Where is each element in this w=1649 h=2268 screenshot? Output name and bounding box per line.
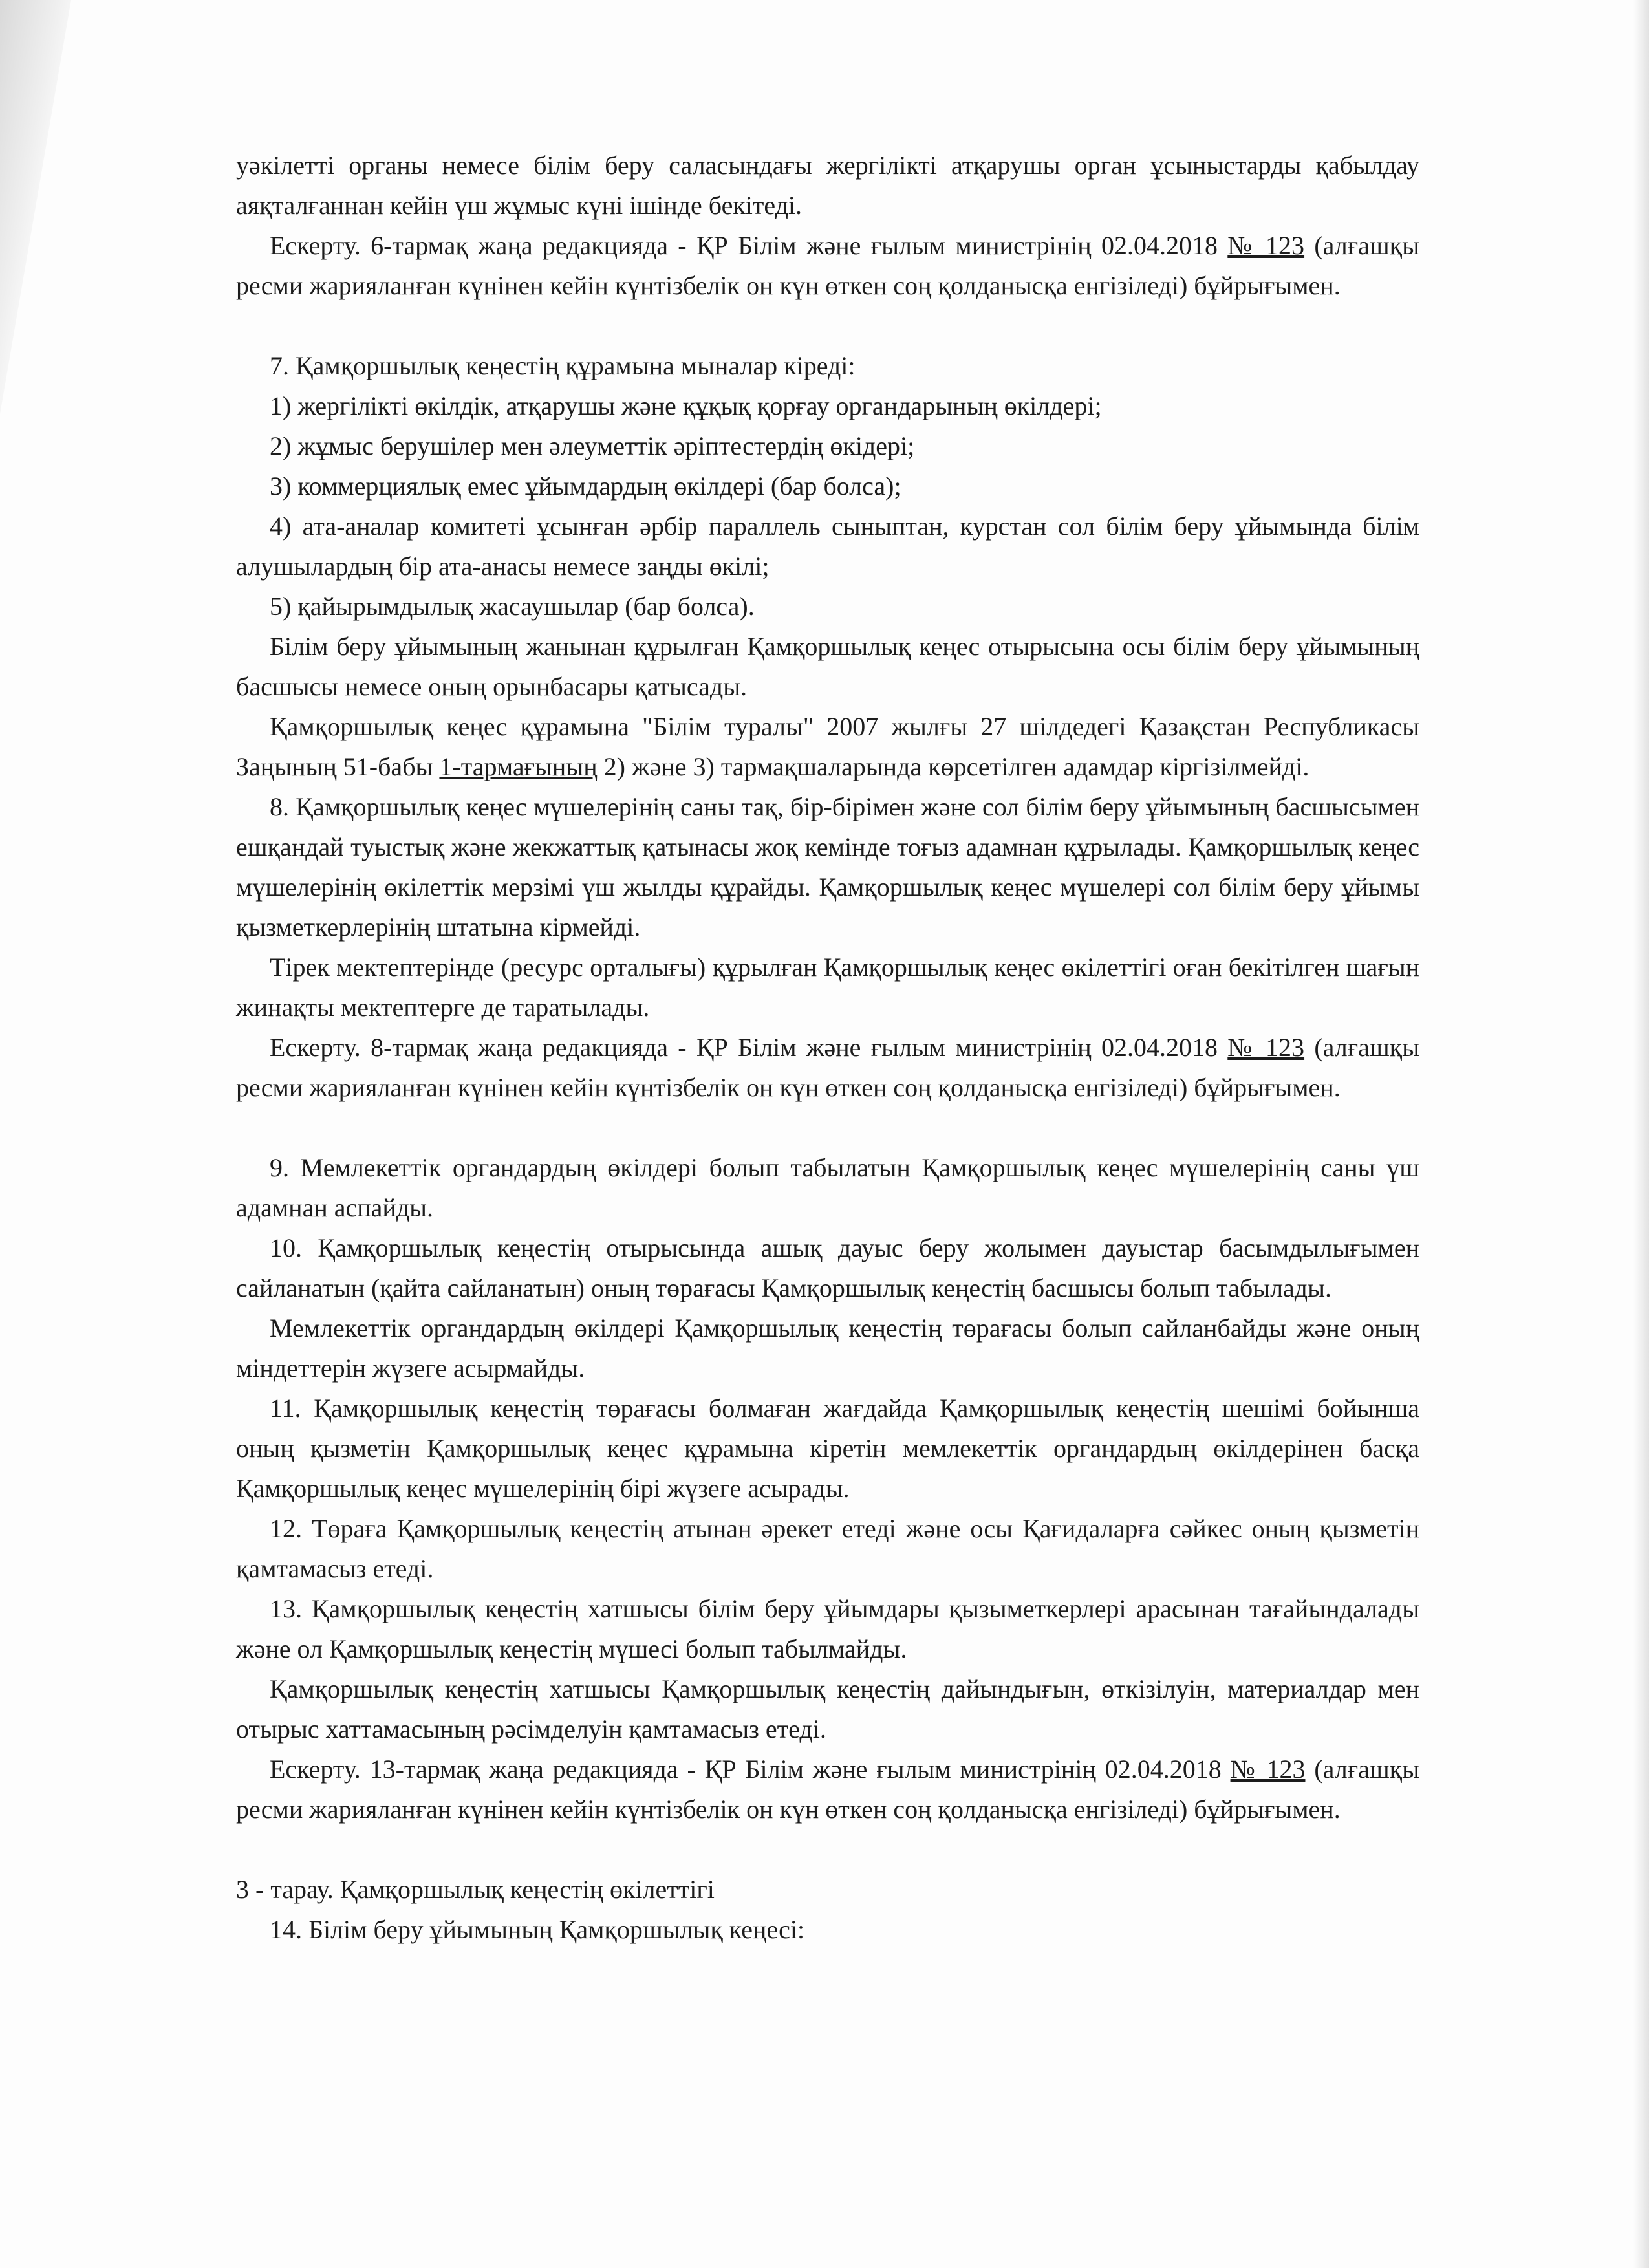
spacer [236, 1830, 1419, 1870]
spacer [236, 1108, 1419, 1148]
note-paragraph-6 [236, 226, 1419, 306]
note-text: Ескерту. 6-тармақ жаңа редакцияда - ҚР Білім және ғылым министрінің 02.04.2018 [270, 231, 1228, 260]
paragraph-state-representatives: Мемлекеттік органдардың өкілдері Қамқоршылық кеңестің төрағасы болып сайланбайды және оның міндеттерін жүзеге асырмайды. [236, 1313, 1419, 1383]
paragraph-resource-centers: Тірек мектептерінде (ресурс орталығы) құрылған Қамқоршылық кеңес өкілеттігі оған бекітілген шағын жинақты мектептерге де таратылады. [236, 953, 1419, 1022]
paragraph-approval-end: уәкілетті органы немесе білім беру саласындағы жергілікті атқарушы орган ұсыныстарды қабылдау аяқталғаннан кейін үш жұмыс күні ішінде бекітеді. [236, 151, 1419, 220]
note-text: Ескерту. 8-тармақ жаңа редакцияда - ҚР Білім және ғылым министрінің 02.04.2018 [270, 1033, 1228, 1062]
paragraph-text: Қамқоршылық кеңес құрамына "Білім туралы" 2007 жылғы 27 шілдедегі Қазақстан Республикасы Заңының 51-бабы [236, 712, 1419, 781]
list-item: 4) ата-аналар комитеті ұсынған әрбір параллель сыныптан, курстан сол білім беру ұйымында білім алушылардың бір ата-анасы немесе заңды өкілі; [236, 512, 1419, 581]
paragraph-exclusions [236, 707, 1419, 787]
paragraph-text-end: 2) және 3) тармақшаларында көрсетілген адамдар кіргізілмейді. [597, 752, 1310, 781]
list-item: 1) жергілікті өкілдік, атқарушы және құқық қорғау органдарының өкілдері; [270, 391, 1102, 420]
page-edge-shadow [1633, 0, 1649, 2268]
paragraph-meeting-attendance: Білім беру ұйымының жанынан құрылған Қамқоршылық кеңес отырысына осы білім беру ұйымының басшысы немесе оның орынбасары қатысады. [236, 632, 1419, 701]
clause-13: 13. Қамқоршылық кеңестің хатшысы білім беру ұйымдары қызыметкерлері арасынан тағайындалады және ол Қамқоршылық кеңестің мүшесі болып табылмайды. [236, 1594, 1419, 1663]
document-body [236, 146, 1419, 1950]
clause-9: 9. Мемлекеттік органдардың өкілдері болып табылатын Қамқоршылық кеңес мүшелерінің саны үш адамнан аспайды. [236, 1153, 1419, 1222]
clause-12: 12. Төраға Қамқоршылық кеңестің атынан әрекет етеді және осы Қағидаларға сәйкес оның қызметін қамтамасыз етеді. [236, 1514, 1419, 1583]
list-item: 5) қайырымдылық жасаушылар (бар болса). [270, 592, 755, 621]
order-link[interactable]: № 123 [1230, 1755, 1306, 1784]
note-text-end: (алғашқы ресми жарияланған күнінен кейін күнтізбелік он күн өткен соң қолданысқа енгізіледі) бұйрығымен. [236, 1033, 1419, 1102]
order-link[interactable]: № 123 [1227, 1033, 1305, 1062]
clause-8: 8. Қамқоршылық кеңес мүшелерінің саны тақ, бір-бірімен және сол білім беру ұйымының басшысымен ешқандай туыстық және жекжаттық қатынасы жоқ кемінде тоғыз адамнан құрылады. Қамқоршылық кеңес мүшелерінің өкілеттік мерзімі үш жылды құрайды. Қамқоршылық кеңес мүшелері сол білім беру ұйымы қызметкерлерінің штатына кірмейді. [236, 792, 1419, 942]
note-paragraph-8 [236, 1028, 1419, 1108]
chapter-3-heading: 3 - тарау. Қамқоршылық кеңестің өкілеттігі [236, 1875, 715, 1904]
paragraph-secretary-duties: Қамқоршылық кеңестің хатшысы Қамқоршылық кеңестің дайындығын, өткізілуін, материалдар мен отырыс хаттамасының рәсімделуін қамтамасыз етеді. [236, 1674, 1419, 1744]
note-text-end: (алғашқы ресми жарияланған күнінен кейін күнтізбелік он күн өткен соң қолданысқа енгізіледі) бұйрығымен. [236, 231, 1419, 300]
note-paragraph-13 [236, 1749, 1419, 1830]
spacer [236, 306, 1419, 346]
order-link[interactable]: № 123 [1227, 231, 1305, 260]
clause-14: 14. Білім беру ұйымының Қамқоршылық кеңесі: [270, 1915, 805, 1944]
clause-10: 10. Қамқоршылық кеңестің отырысында ашық дауыс беру жолымен дауыстар басымдылығымен сайланатын (қайта сайланатын) оның төрағасы Қамқоршылық кеңестің басшысы болып табылады. [236, 1233, 1419, 1302]
clause-11: 11. Қамқоршылық кеңестің төрағасы болмаған жағдайда Қамқоршылық кеңестің шешімі бойынша оның қызметін Қамқоршылық кеңес құрамына кіретін мемлекеттік органдардың өкілдерінен басқа Қамқоршылық кеңес мүшелерінің бірі жүзеге асырады. [236, 1394, 1419, 1503]
list-item: 2) жұмыс берушілер мен әлеуметтік әріптестердің өкідері; [270, 431, 915, 460]
folded-corner-shadow [0, 0, 71, 414]
law-article-link[interactable]: 1-тармағының [439, 752, 598, 781]
note-text: Ескерту. 13-тармақ жаңа редакцияда - ҚР Білім және ғылым министрінің 02.04.2018 [270, 1755, 1231, 1784]
note-text-end: (алғашқы ресми жарияланған күнінен кейін күнтізбелік он күн өткен соң қолданысқа енгізіледі) бұйрығымен. [236, 1755, 1419, 1824]
clause-7-heading: 7. Қамқоршылық кеңестің құрамына мыналар кіреді: [270, 351, 856, 380]
list-item: 3) коммерциялық емес ұйымдардың өкілдері (бар болса); [270, 471, 901, 501]
